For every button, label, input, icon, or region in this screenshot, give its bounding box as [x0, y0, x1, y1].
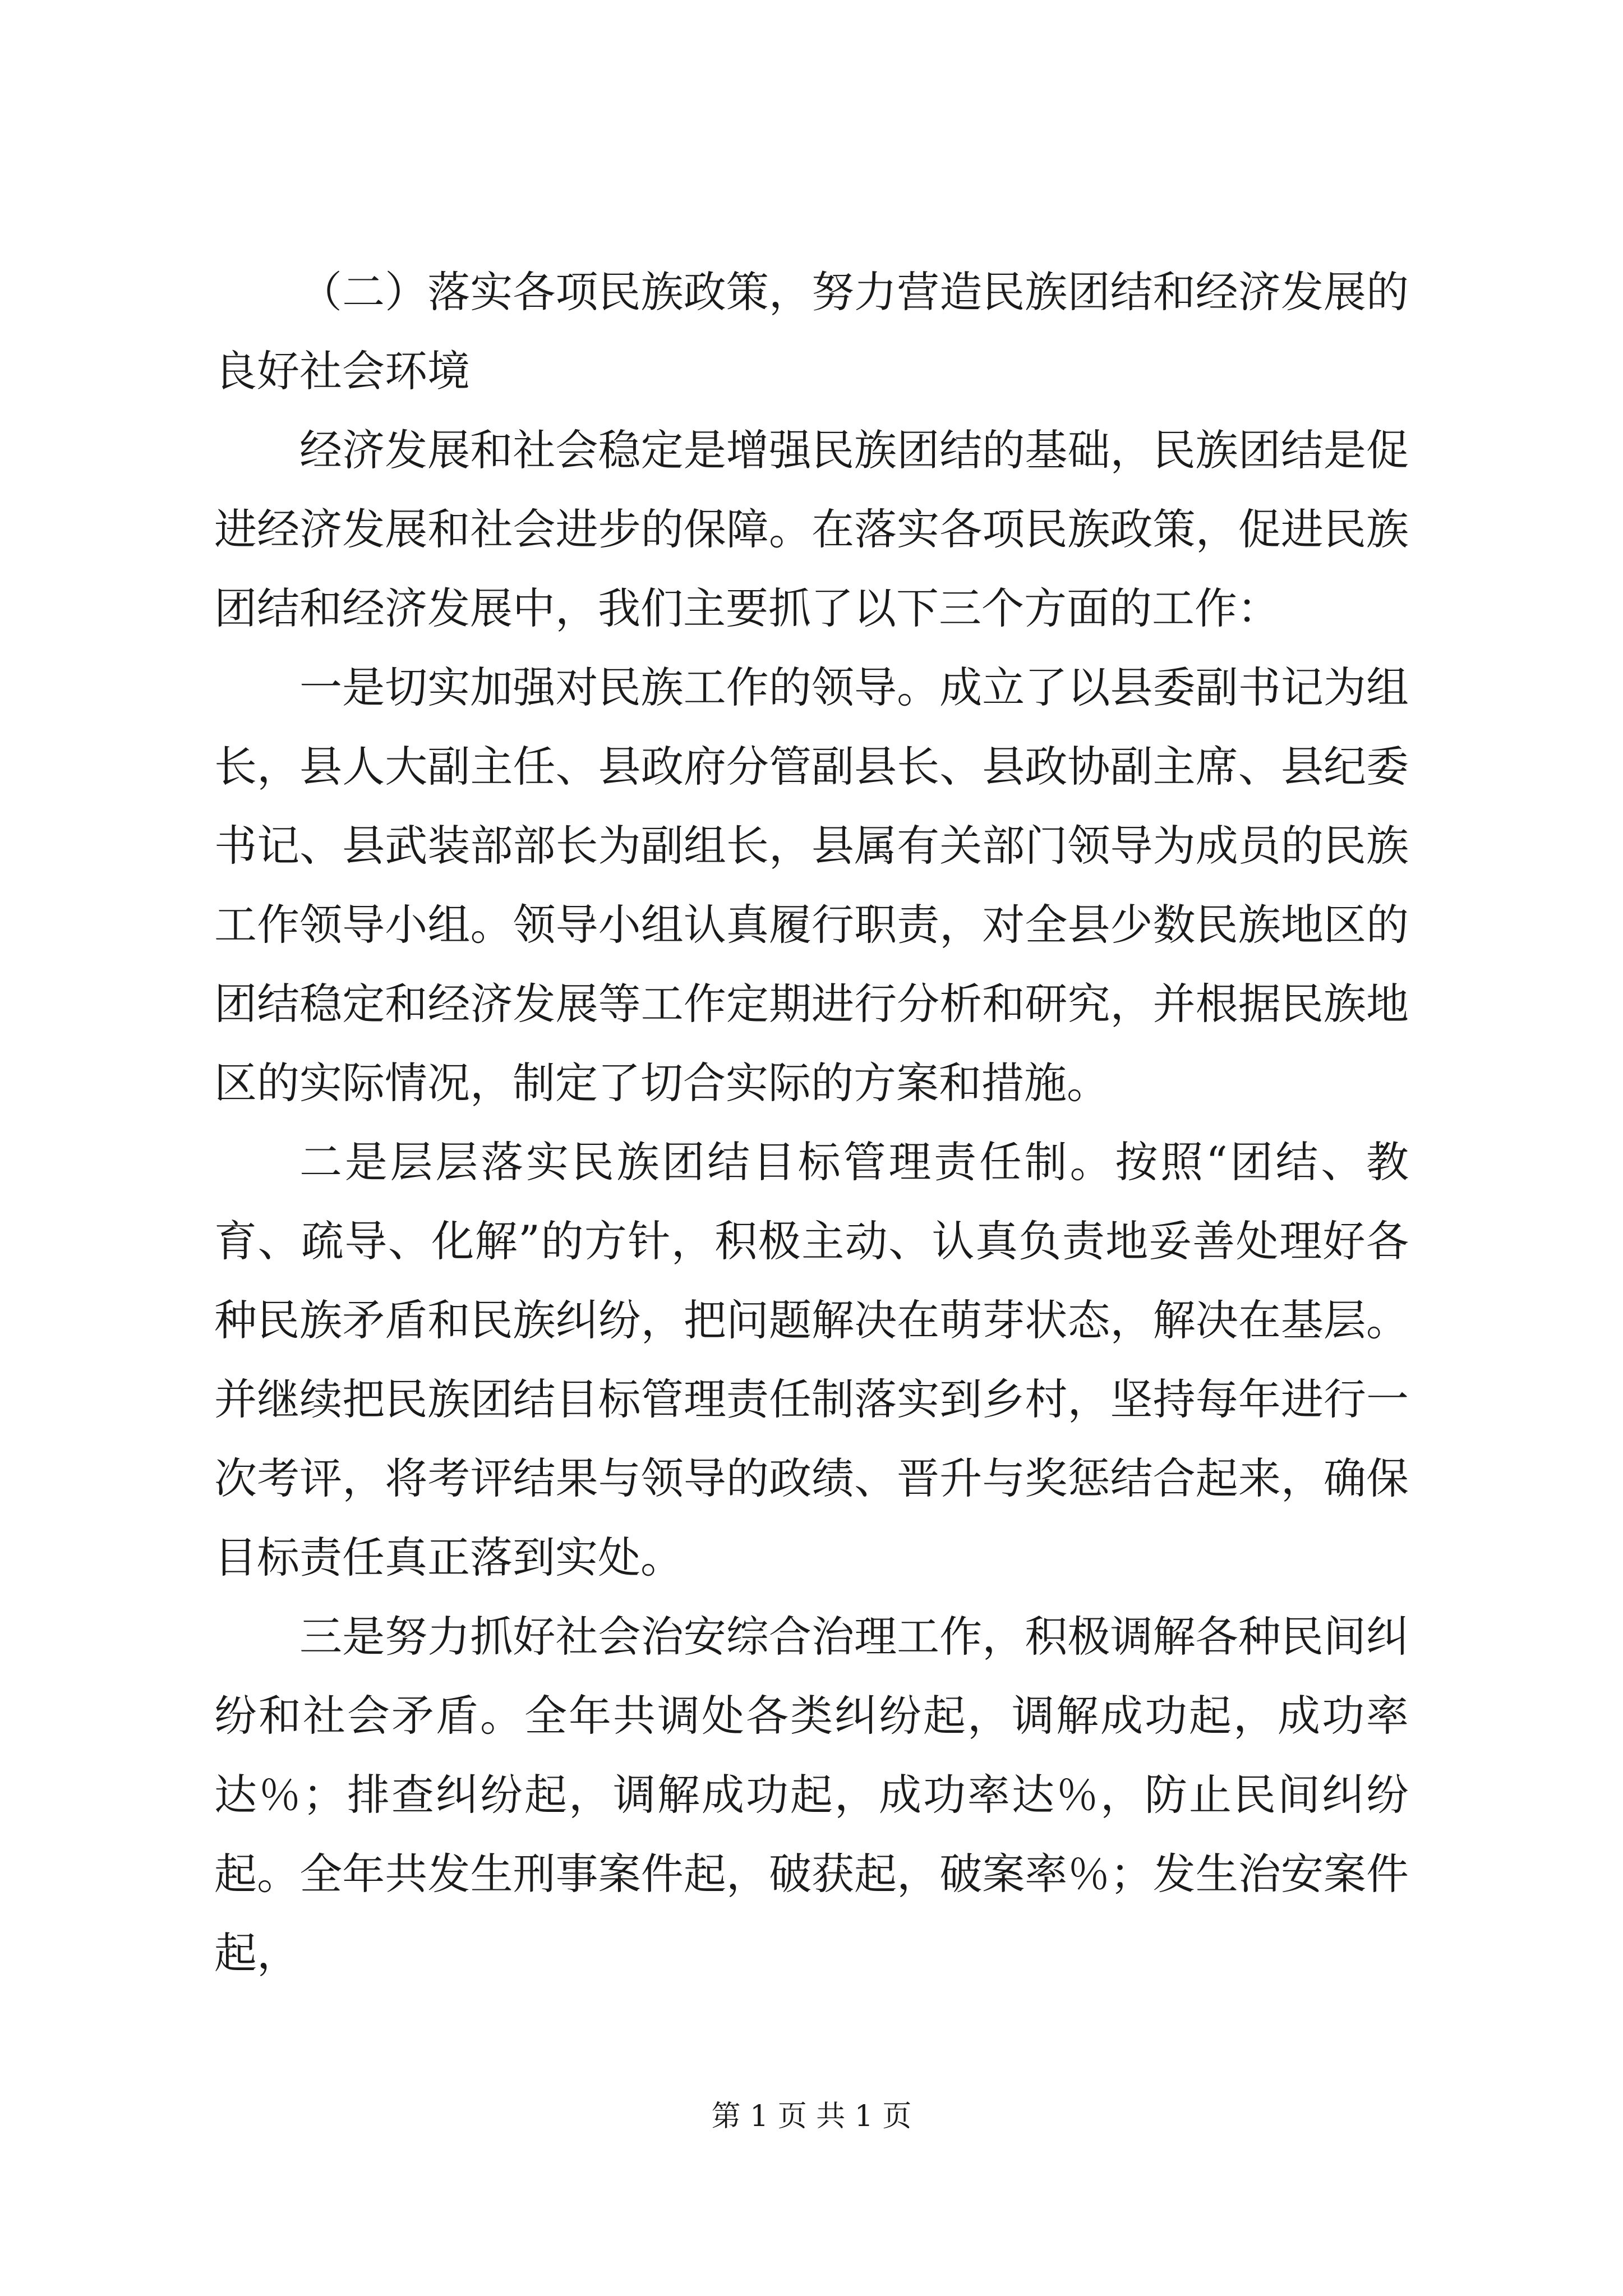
- section-heading: （二）落实各项民族政策，努力营造民族团结和经济发展的良好社会环境: [214, 267, 1409, 396]
- page-number-footer: 第 1 页 共 1 页: [711, 2100, 912, 2133]
- paragraph-point-three: 三是努力抓好社会治安综合治理工作，积极调解各种民间纠纷和社会矛盾。全年共调处各类纠纷起，调解成功起，成功率达％；排查纠纷起，调解成功起，成功率达％，防止民间纠纷起。全年共发生刑事案件起，破获起，破案率％；发生治安案件起，: [214, 1612, 1409, 1978]
- paragraph-point-two: 二是层层落实民族团结目标管理责任制。按照“团结、教育、疏导、化解”的方针，积极主动、认真负责地妥善处理好各种民族矛盾和民族纠纷，把问题解决在萌芽状态，解决在基层。并继续把民族团结目标管理责任制落实到乡村，坚持每年进行一次考评，将考评结果与领导的政绩、晋升与奖惩结合起来，确保目标责任真正落到实处。: [214, 1137, 1409, 1582]
- paragraph-point-one: 一是切实加强对民族工作的领导。成立了以县委副书记为组长，县人大副主任、县政府分管副县长、县政协副主席、县纪委书记、县武装部部长为副组长，县属有关部门领导为成员的民族工作领导小组。领导小组认真履行职责，对全县少数民族地区的团结稳定和经济发展等工作定期进行分析和研究，并根据民族地区的实际情况，制定了切合实际的方案和措施。: [214, 662, 1409, 1108]
- paragraph-intro: 经济发展和社会稳定是增强民族团结的基础，民族团结是促进经济发展和社会进步的保障。在落实各项民族政策，促进民族团结和经济发展中，我们主要抓了以下三个方面的工作：: [214, 425, 1409, 633]
- document-body: [214, 252, 1409, 1993]
